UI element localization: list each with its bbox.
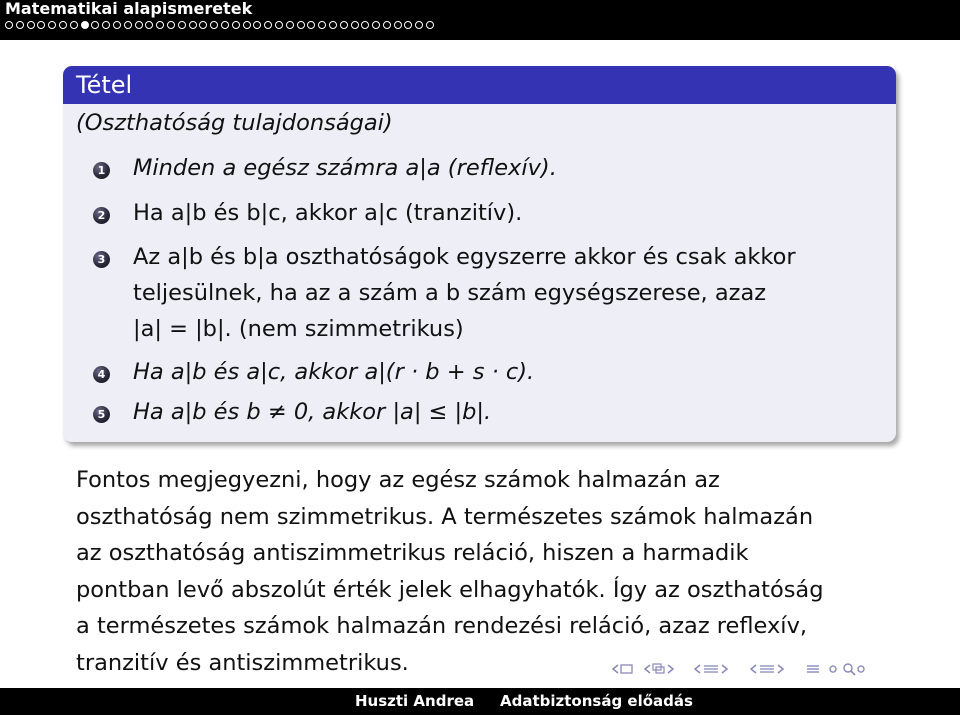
slide-nav-dot[interactable]	[27, 21, 35, 29]
nav-frame-left-icon[interactable]	[612, 662, 638, 680]
slide-nav-dot[interactable]	[351, 21, 359, 29]
slide-nav-dot[interactable]	[37, 21, 45, 29]
slide-nav-dot[interactable]	[178, 21, 186, 29]
remark-paragraph	[76, 462, 896, 681]
slide-nav-dot[interactable]	[145, 21, 153, 29]
slide-nav-dot[interactable]	[307, 21, 315, 29]
slide-nav-dot[interactable]	[167, 21, 175, 29]
nav-search-icon[interactable]	[826, 662, 870, 680]
footer-author[interactable]: Huszti Andrea	[355, 692, 475, 710]
slide-nav-dot[interactable]	[232, 21, 240, 29]
item-number-badge: 1	[93, 162, 110, 179]
theorem-block	[63, 66, 896, 442]
footer-bar	[0, 688, 960, 715]
item-text-continuation: teljesülnek, ha az a szám a b szám egységszerese, azaz	[133, 280, 767, 306]
nav-section-icon[interactable]	[750, 662, 800, 680]
item-number-badge: 4	[93, 366, 110, 383]
item-text: Az a|b és b|a oszthatóságok egyszerre akkor és csak akkor	[133, 244, 796, 270]
slide-navigation-dots	[5, 18, 434, 32]
slide-nav-dot[interactable]	[48, 21, 56, 29]
slide-nav-dot[interactable]	[135, 21, 143, 29]
slide-nav-dot[interactable]	[189, 21, 197, 29]
paragraph-line: pontban levő abszolút érték jelek elhagyhatók. Így az oszthatóság	[76, 576, 824, 603]
theorem-title: Tétel	[63, 66, 896, 104]
slide-nav-dot[interactable]	[297, 21, 305, 29]
slide-nav-dot[interactable]	[286, 21, 294, 29]
slide-nav-dot[interactable]	[113, 21, 121, 29]
slide-nav-dot[interactable]	[383, 21, 391, 29]
slide-nav-dot[interactable]	[253, 21, 261, 29]
slide-nav-dot[interactable]	[199, 21, 207, 29]
slide-nav-dot[interactable]	[340, 21, 348, 29]
presentation-title[interactable]: Matematikai alapismeretek	[5, 0, 253, 18]
slide-nav-dot[interactable]	[59, 21, 67, 29]
paragraph-line: Fontos megjegyezni, hogy az egész számok halmazán az	[76, 467, 720, 493]
slide-nav-dot[interactable]	[275, 21, 283, 29]
slide-nav-dot[interactable]	[361, 21, 369, 29]
slide-nav-dot[interactable]	[16, 21, 24, 29]
paragraph-line: a természetes számok halmazán rendezési reláció, azaz reflexív,	[76, 613, 808, 639]
slide-nav-dot[interactable]	[318, 21, 326, 29]
slide-nav-dot[interactable]	[102, 21, 110, 29]
slide-nav-dot[interactable]	[243, 21, 251, 29]
slide-nav-dot[interactable]	[81, 21, 89, 29]
footer-talk-title[interactable]: Adatbiztonság előadás	[500, 692, 693, 710]
slide-nav-dot[interactable]	[329, 21, 337, 29]
item-number-badge: 5	[93, 406, 110, 423]
slide-nav-dot[interactable]	[404, 21, 412, 29]
theorem-subtitle: (Oszthatóság tulajdonságai)	[76, 110, 393, 136]
nav-subsection-icon[interactable]	[694, 662, 744, 680]
paragraph-line: tranzitív és antiszimmetrikus.	[76, 649, 409, 676]
slide-nav-dot[interactable]	[221, 21, 229, 29]
item-number-badge: 2	[93, 207, 110, 224]
slide-nav-dot[interactable]	[372, 21, 380, 29]
nav-align-icon[interactable]	[806, 662, 820, 680]
header-bar	[0, 0, 960, 40]
slide-nav-dot[interactable]	[156, 21, 164, 29]
item-number-badge: 3	[93, 251, 110, 268]
slide-nav-dot[interactable]	[415, 21, 423, 29]
item-text: Ha a|b és a|c, akkor a|(r · b + s · c).	[133, 359, 535, 385]
nav-frame-right-icon[interactable]	[644, 662, 688, 680]
slide-nav-dot[interactable]	[91, 21, 99, 29]
slide-nav-dot[interactable]	[124, 21, 132, 29]
slide-nav-dot[interactable]	[394, 21, 402, 29]
beamer-navigation-symbols	[612, 661, 870, 681]
paragraph-line: az oszthatóság antiszimmetrikus reláció, hiszen a harmadik	[76, 540, 749, 566]
item-text: Minden a egész számra a|a (reflexív).	[133, 155, 557, 181]
slide-nav-dot[interactable]	[264, 21, 272, 29]
slide-nav-dot[interactable]	[426, 21, 434, 29]
item-text-continuation: |a| = |b|. (nem szimmetrikus)	[133, 316, 464, 342]
slide-nav-dot[interactable]	[70, 21, 78, 29]
item-text: Ha a|b és b|c, akkor a|c (tranzitív).	[133, 200, 523, 226]
slide-nav-dot[interactable]	[5, 21, 13, 29]
slide-nav-dot[interactable]	[210, 21, 218, 29]
item-text: Ha a|b és b ≠ 0, akkor |a| ≤ |b|.	[133, 399, 492, 425]
paragraph-line: oszthatóság nem szimmetrikus. A természetes számok halmazán	[76, 503, 814, 530]
